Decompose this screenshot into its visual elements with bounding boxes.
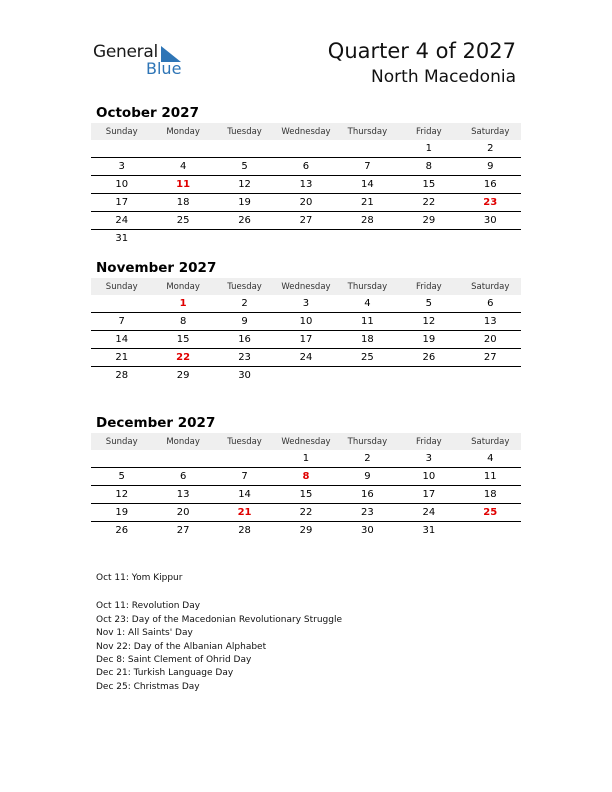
- day-cell: 19: [91, 504, 152, 522]
- empty-day-cell: [214, 450, 275, 468]
- day-cell: 11: [460, 468, 521, 486]
- day-cell: 3: [398, 450, 459, 468]
- week-row: [91, 140, 521, 158]
- day-cell: 16: [460, 176, 521, 194]
- day-cell: 23: [214, 349, 275, 367]
- day-cell: 13: [152, 486, 213, 504]
- day-cell: 10: [91, 176, 152, 194]
- weekday-header: Tuesday: [214, 278, 275, 295]
- day-cell: 18: [152, 194, 213, 212]
- weekday-header: Tuesday: [214, 433, 275, 450]
- day-cell: 25: [152, 212, 213, 230]
- weekday-header: Friday: [398, 123, 459, 140]
- month-title: November 2027: [96, 260, 217, 276]
- day-cell: 23: [460, 194, 521, 212]
- day-cell: 20: [152, 504, 213, 522]
- calendar-grid: [91, 433, 521, 539]
- weekday-header: Saturday: [460, 433, 521, 450]
- day-cell: 31: [422, 525, 436, 536]
- empty-day-cell: [152, 140, 213, 158]
- day-cell: 17: [398, 486, 459, 504]
- day-cell: 2: [460, 140, 521, 158]
- empty-day-cell: [337, 140, 398, 158]
- day-cell: 4: [337, 295, 398, 313]
- day-cell: 1: [152, 295, 213, 313]
- empty-day-cell: [398, 367, 459, 385]
- week-row: [91, 486, 521, 504]
- day-cell: 31: [115, 233, 129, 244]
- day-cell: 17: [91, 194, 152, 212]
- country-name: North Macedonia: [371, 67, 516, 87]
- empty-day-cell: [91, 450, 152, 468]
- page-title: Quarter 4 of 2027: [327, 39, 516, 63]
- day-cell: 25: [460, 504, 521, 522]
- week-row: [91, 295, 521, 313]
- note-item: Dec 25: Christmas Day: [96, 681, 200, 692]
- day-cell: 29: [176, 370, 190, 381]
- day-cell: 6: [152, 468, 213, 486]
- weekday-header: Thursday: [337, 433, 398, 450]
- empty-day-cell: [337, 230, 398, 248]
- day-cell: 21: [337, 194, 398, 212]
- day-cell: 21: [91, 349, 152, 367]
- month-december: [91, 413, 521, 539]
- day-cell: 5: [398, 295, 459, 313]
- weekday-header: Wednesday: [275, 433, 336, 450]
- day-cell: 25: [337, 349, 398, 367]
- week-row: [91, 194, 521, 212]
- day-cell: 16: [214, 331, 275, 349]
- day-cell: 24: [275, 349, 336, 367]
- day-cell: 18: [337, 331, 398, 349]
- day-cell: 27: [275, 212, 336, 230]
- week-row: [91, 349, 521, 367]
- day-cell: 27: [460, 349, 521, 367]
- day-cell: 29: [398, 212, 459, 230]
- note-item: Oct 11: Revolution Day: [96, 601, 201, 612]
- weekday-header: Monday: [152, 123, 213, 140]
- day-cell: 7: [214, 468, 275, 486]
- day-cell: 15: [152, 331, 213, 349]
- weekday-header-row: [91, 278, 521, 295]
- weekday-header: Saturday: [460, 278, 521, 295]
- day-cell: 20: [275, 194, 336, 212]
- week-row: [91, 450, 521, 468]
- weekday-header: Saturday: [460, 123, 521, 140]
- day-cell: 8: [398, 158, 459, 176]
- weekday-header: Thursday: [337, 123, 398, 140]
- day-cell: 26: [115, 525, 129, 536]
- week-row: [91, 504, 521, 522]
- weekday-header: Thursday: [337, 278, 398, 295]
- day-cell: 5: [91, 468, 152, 486]
- empty-day-cell: [275, 367, 336, 385]
- day-cell: 14: [214, 486, 275, 504]
- day-cell: 21: [214, 504, 275, 522]
- day-cell: 22: [152, 349, 213, 367]
- empty-day-cell: [460, 230, 521, 248]
- weekday-header: Sunday: [91, 433, 152, 450]
- calendar-grid: [91, 123, 521, 247]
- day-cell: 12: [91, 486, 152, 504]
- note-gap: [96, 585, 342, 600]
- week-row: [91, 522, 521, 540]
- logo-blue-text: Blue: [146, 59, 182, 78]
- day-cell: 30: [460, 212, 521, 230]
- day-cell: 9: [214, 313, 275, 331]
- day-cell: 14: [91, 331, 152, 349]
- day-cell: 15: [275, 486, 336, 504]
- week-row: [91, 212, 521, 230]
- calendar-grid: [91, 278, 521, 384]
- day-cell: 4: [460, 450, 521, 468]
- day-cell: 24: [398, 504, 459, 522]
- day-cell: 8: [275, 468, 336, 486]
- empty-day-cell: [275, 140, 336, 158]
- day-cell: 1: [398, 140, 459, 158]
- day-cell: 9: [460, 158, 521, 176]
- weekday-header: Sunday: [91, 123, 152, 140]
- day-cell: 27: [176, 525, 190, 536]
- logo: [93, 42, 193, 78]
- day-cell: 5: [214, 158, 275, 176]
- day-cell: 19: [214, 194, 275, 212]
- empty-day-cell: [398, 230, 459, 248]
- weekday-header: Monday: [152, 278, 213, 295]
- day-cell: 14: [337, 176, 398, 194]
- note-item: Dec 21: Turkish Language Day: [96, 668, 234, 679]
- week-row: [91, 468, 521, 486]
- day-cell: 3: [91, 158, 152, 176]
- day-cell: 11: [337, 313, 398, 331]
- weekday-header: Wednesday: [275, 123, 336, 140]
- day-cell: 7: [337, 158, 398, 176]
- week-row: [91, 230, 521, 248]
- weekday-header: Monday: [152, 433, 213, 450]
- day-cell: 26: [398, 349, 459, 367]
- day-cell: 26: [214, 212, 275, 230]
- empty-day-cell: [275, 230, 336, 248]
- note-item: Oct 11: Yom Kippur: [96, 573, 183, 583]
- day-cell: 6: [275, 158, 336, 176]
- day-cell: 30: [361, 525, 374, 536]
- day-cell: 8: [152, 313, 213, 331]
- week-row: [91, 158, 521, 176]
- day-cell: 20: [460, 331, 521, 349]
- day-cell: 28: [238, 525, 251, 536]
- week-row: [91, 331, 521, 349]
- empty-day-cell: [337, 367, 398, 385]
- day-cell: 12: [398, 313, 459, 331]
- day-cell: 4: [152, 158, 213, 176]
- day-cell: 3: [275, 295, 336, 313]
- note-item: Nov 22: Day of the Albanian Alphabet: [96, 641, 267, 652]
- day-cell: 29: [299, 525, 313, 536]
- empty-day-cell: [152, 450, 213, 468]
- day-cell: 12: [214, 176, 275, 194]
- day-cell: 2: [214, 295, 275, 313]
- week-row: [91, 367, 521, 385]
- day-cell: 18: [460, 486, 521, 504]
- day-cell: 28: [337, 212, 398, 230]
- month-november: [91, 258, 521, 384]
- day-cell: 28: [115, 370, 129, 381]
- empty-day-cell: [214, 140, 275, 158]
- day-cell: 11: [152, 176, 213, 194]
- day-cell: 10: [398, 468, 459, 486]
- empty-day-cell: [91, 295, 152, 313]
- day-cell: 19: [398, 331, 459, 349]
- weekday-header: Friday: [398, 433, 459, 450]
- day-cell: 6: [460, 295, 521, 313]
- note-item: Oct 23: Day of the Macedonian Revolutionary Struggle: [96, 614, 343, 625]
- day-cell: 9: [337, 468, 398, 486]
- day-cell: 16: [337, 486, 398, 504]
- weekday-header-row: [91, 433, 521, 450]
- month-october: [91, 103, 521, 247]
- day-cell: 17: [275, 331, 336, 349]
- note-item: Dec 8: Saint Clement of Ohrid Day: [96, 654, 252, 665]
- holiday-notes: [96, 572, 342, 694]
- logo-general-text: General: [93, 42, 158, 62]
- weekday-header: Wednesday: [275, 278, 336, 295]
- day-cell: 13: [275, 176, 336, 194]
- weekday-header-row: [91, 123, 521, 140]
- week-row: [91, 313, 521, 331]
- note-item: Nov 1: All Saints' Day: [96, 628, 193, 639]
- day-cell: 13: [460, 313, 521, 331]
- day-cell: 1: [275, 450, 336, 468]
- month-title: December 2027: [96, 415, 216, 431]
- day-cell: 2: [337, 450, 398, 468]
- weekday-header: Tuesday: [214, 123, 275, 140]
- empty-day-cell: [460, 522, 521, 540]
- day-cell: 30: [238, 370, 251, 381]
- month-title: October 2027: [96, 105, 199, 121]
- weekday-header: Friday: [398, 278, 459, 295]
- weekday-header: Sunday: [91, 278, 152, 295]
- empty-day-cell: [460, 367, 521, 385]
- empty-day-cell: [152, 230, 213, 248]
- week-row: [91, 176, 521, 194]
- empty-day-cell: [214, 230, 275, 248]
- day-cell: 15: [398, 176, 459, 194]
- day-cell: 22: [398, 194, 459, 212]
- day-cell: 24: [91, 212, 152, 230]
- empty-day-cell: [91, 140, 152, 158]
- day-cell: 10: [275, 313, 336, 331]
- day-cell: 23: [337, 504, 398, 522]
- day-cell: 22: [275, 504, 336, 522]
- day-cell: 7: [91, 313, 152, 331]
